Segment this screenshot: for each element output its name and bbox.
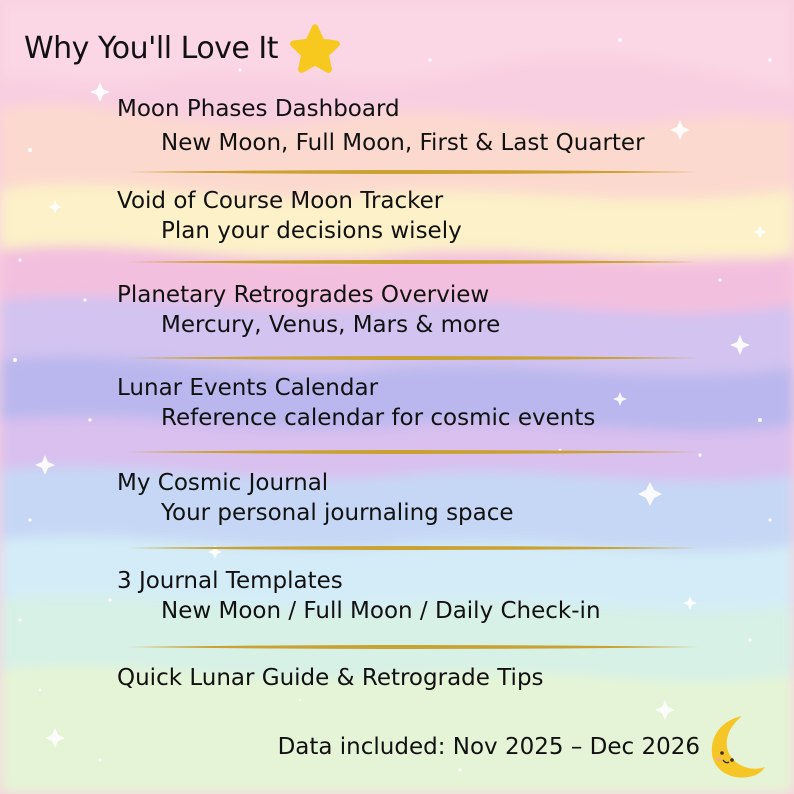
feature-title: My Cosmic Journal bbox=[117, 470, 329, 496]
feature-subtitle: New Moon, Full Moon, First & Last Quarter bbox=[161, 130, 645, 156]
feature-item bbox=[117, 186, 737, 246]
feature-title: 3 Journal Templates bbox=[117, 568, 343, 594]
feature-subtitle: Reference calendar for cosmic events bbox=[161, 405, 596, 431]
gold-divider bbox=[125, 644, 699, 650]
gold-divider bbox=[125, 545, 699, 551]
crescent-moon-icon bbox=[708, 714, 766, 780]
feature-item bbox=[117, 566, 737, 626]
feature-title: Moon Phases Dashboard bbox=[117, 96, 400, 122]
gold-divider bbox=[125, 355, 699, 361]
feature-title: Lunar Events Calendar bbox=[117, 375, 379, 401]
feature-item bbox=[117, 373, 737, 433]
feature-subtitle: Mercury, Venus, Mars & more bbox=[161, 312, 501, 338]
gold-divider bbox=[125, 259, 699, 265]
gold-divider bbox=[125, 449, 699, 455]
star-icon bbox=[288, 22, 342, 74]
feature-item bbox=[117, 280, 737, 340]
feature-item bbox=[117, 663, 737, 693]
footer-text: Data included: Nov 2025 – Dec 2026 bbox=[277, 734, 700, 760]
feature-subtitle: Plan your decisions wisely bbox=[161, 218, 462, 244]
feature-item bbox=[117, 468, 737, 528]
heading bbox=[24, 22, 342, 74]
feature-subtitle: Your personal journaling space bbox=[161, 500, 514, 526]
feature-title: Quick Lunar Guide & Retrograde Tips bbox=[117, 665, 544, 691]
feature-item bbox=[117, 94, 737, 158]
gold-divider bbox=[125, 169, 699, 175]
feature-title: Planetary Retrogrades Overview bbox=[117, 282, 490, 308]
feature-subtitle: New Moon / Full Moon / Daily Check-in bbox=[161, 598, 601, 624]
feature-title: Void of Course Moon Tracker bbox=[117, 188, 444, 214]
heading-text: Why You'll Love It bbox=[24, 30, 279, 66]
